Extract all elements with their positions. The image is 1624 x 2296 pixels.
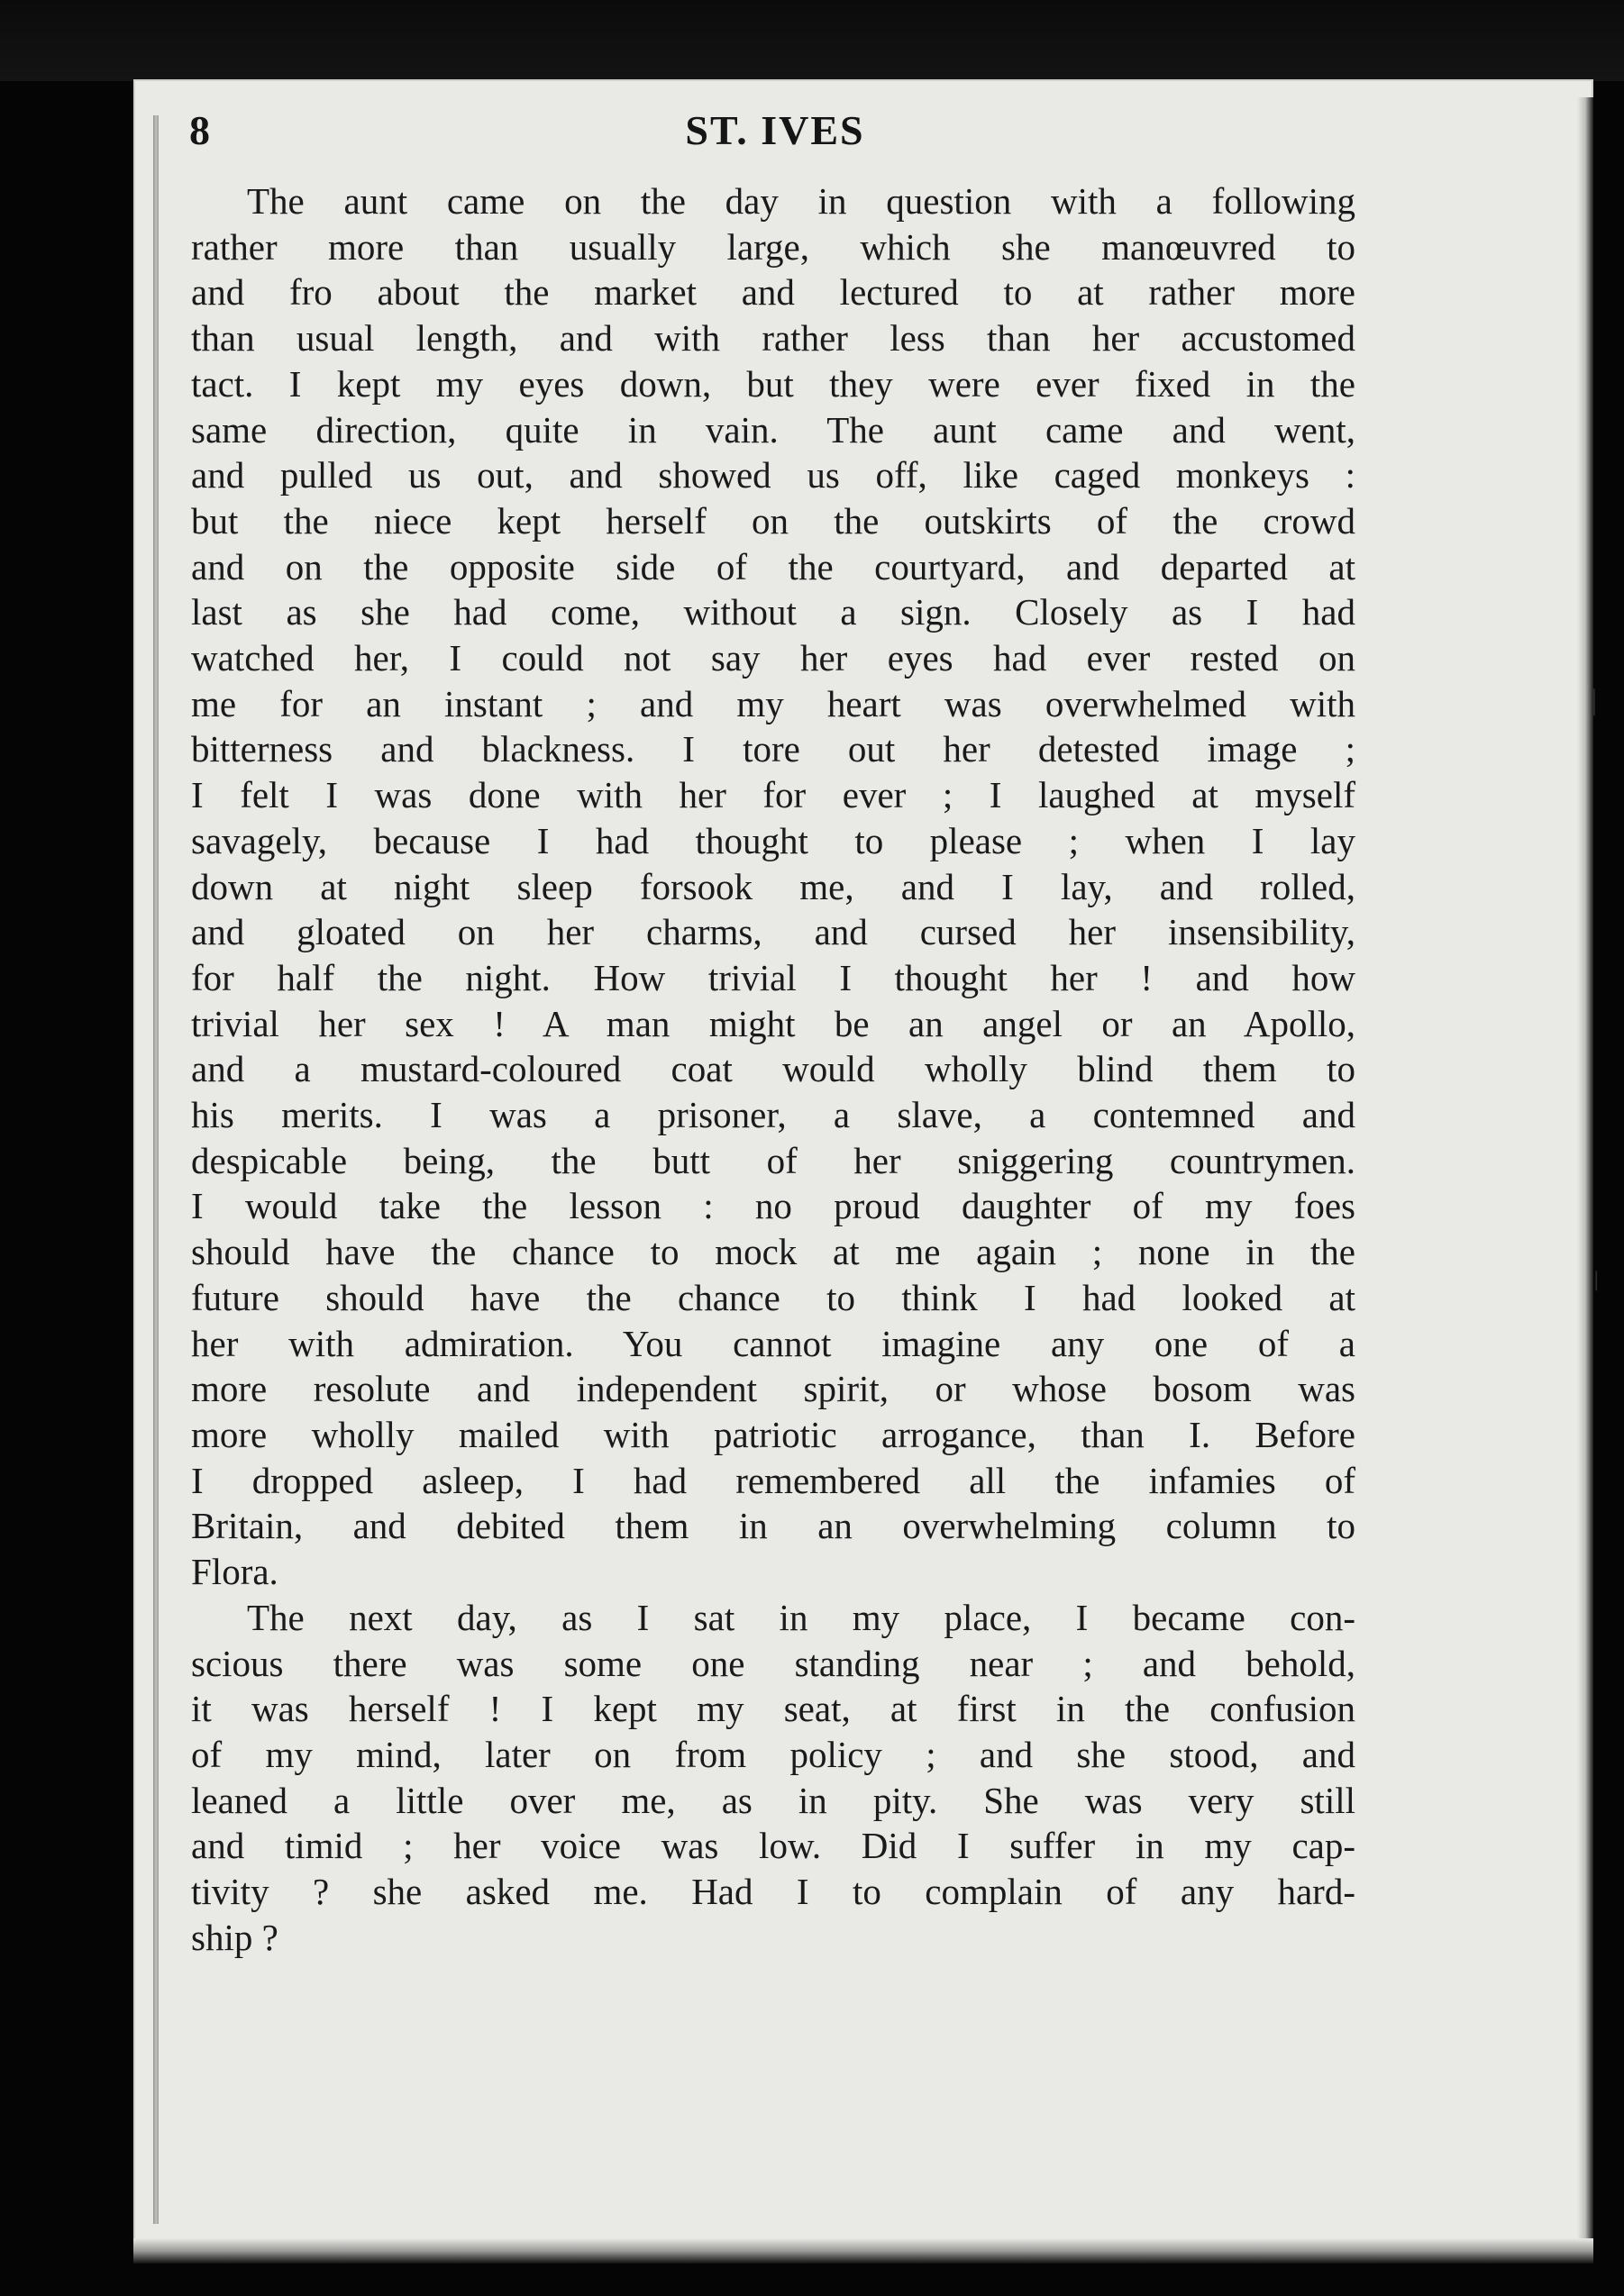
text-line: tivity ? she asked me. Had I to complain of any hard-	[191, 1871, 1355, 1913]
text-line: future should have the chance to think I had looked at	[191, 1276, 1355, 1318]
binding-gutter	[153, 115, 159, 2224]
page-right-edge	[1577, 97, 1593, 2260]
text-line: it was herself ! I kept my seat, at first in the confusion	[191, 1688, 1355, 1730]
body-text	[191, 178, 1355, 1960]
text-line: tact. I kept my eyes down, but they were ever fixed in the	[191, 362, 1355, 405]
running-head: ST. IVES	[685, 107, 865, 153]
page-number: 8	[189, 107, 210, 153]
text-line: his merits. I was a prisoner, a slave, a contemned and	[191, 1094, 1355, 1136]
margin-mark: ❘	[1588, 1269, 1605, 1291]
text-line: down at night sleep forsook me, and I lay, and rolled,	[191, 865, 1355, 907]
text-line: than usual length, and with rather less than her accustomed	[191, 317, 1355, 360]
paragraph-2	[191, 1595, 1355, 1961]
text-line: scious there was some one standing near ; and behold,	[191, 1642, 1355, 1684]
text-line: The aunt came on the day in question with a following	[247, 180, 1355, 222]
text-line: I felt I was done with her for ever ; I laughed at myself	[191, 774, 1355, 816]
text-line: rather more than usually large, which she manœuvred to	[191, 225, 1355, 268]
text-line: for half the night. How trivial I thought her ! and how	[191, 956, 1355, 998]
text-line: and a mustard-coloured coat would wholly blind them to	[191, 1048, 1355, 1090]
text-line: Britain, and debited them in an overwhelming column to	[191, 1505, 1355, 1547]
text-line: and timid ; her voice was low. Did I suffer in my cap-	[191, 1825, 1355, 1867]
text-line: and pulled us out, and showed us off, like caged monkeys :	[191, 454, 1355, 497]
text-line: Flora.	[191, 1551, 278, 1593]
text-line: despicable being, the butt of her sniggering countrymen.	[191, 1139, 1355, 1181]
paragraph-1	[191, 178, 1355, 1595]
text-line: should have the chance to mock at me again ; none in the	[191, 1231, 1355, 1273]
text-line: I would take the lesson : no proud daughter of my foes	[191, 1185, 1355, 1227]
page-header	[189, 106, 1361, 164]
text-line: more wholly mailed with patriotic arrogance, than I. Before	[191, 1413, 1355, 1455]
text-line: I dropped asleep, I had remembered all the infamies of	[191, 1459, 1355, 1501]
scan-background-top	[0, 0, 1624, 81]
text-line: same direction, quite in vain. The aunt came and went,	[191, 408, 1355, 451]
text-line: me for an instant ; and my heart was overwhelmed with	[191, 682, 1355, 724]
text-line: watched her, I could not say her eyes had ever rested on	[191, 637, 1355, 679]
text-line: and on the opposite side of the courtyard, and departed at	[191, 545, 1355, 588]
margin-mark: ❘	[1583, 685, 1606, 716]
page-bottom-edge	[133, 2238, 1593, 2264]
text-line: leaned a little over me, as in pity. She was very still	[191, 1779, 1355, 1821]
text-line: ship ?	[191, 1916, 278, 1958]
text-line: more resolute and independent spirit, or whose bosom was	[191, 1368, 1355, 1410]
text-line: last as she had come, without a sign. Closely as I had	[191, 591, 1355, 633]
text-line: her with admiration. You cannot imagine any one of a	[191, 1322, 1355, 1364]
text-line: and fro about the market and lectured to at rather more	[191, 271, 1355, 314]
text-line: and gloated on her charms, and cursed her insensibility,	[191, 911, 1355, 953]
text-line: bitterness and blackness. I tore out her detested image ;	[191, 728, 1355, 770]
text-line: of my mind, later on from policy ; and she stood, and	[191, 1733, 1355, 1775]
text-line: but the niece kept herself on the outskirts of the crowd	[191, 499, 1355, 542]
text-line: savagely, because I had thought to please ; when I lay	[191, 819, 1355, 861]
text-line: trivial her sex ! A man might be an angel or an Apollo,	[191, 1002, 1355, 1044]
text-line: The next day, as I sat in my place, I became con-	[247, 1596, 1355, 1638]
